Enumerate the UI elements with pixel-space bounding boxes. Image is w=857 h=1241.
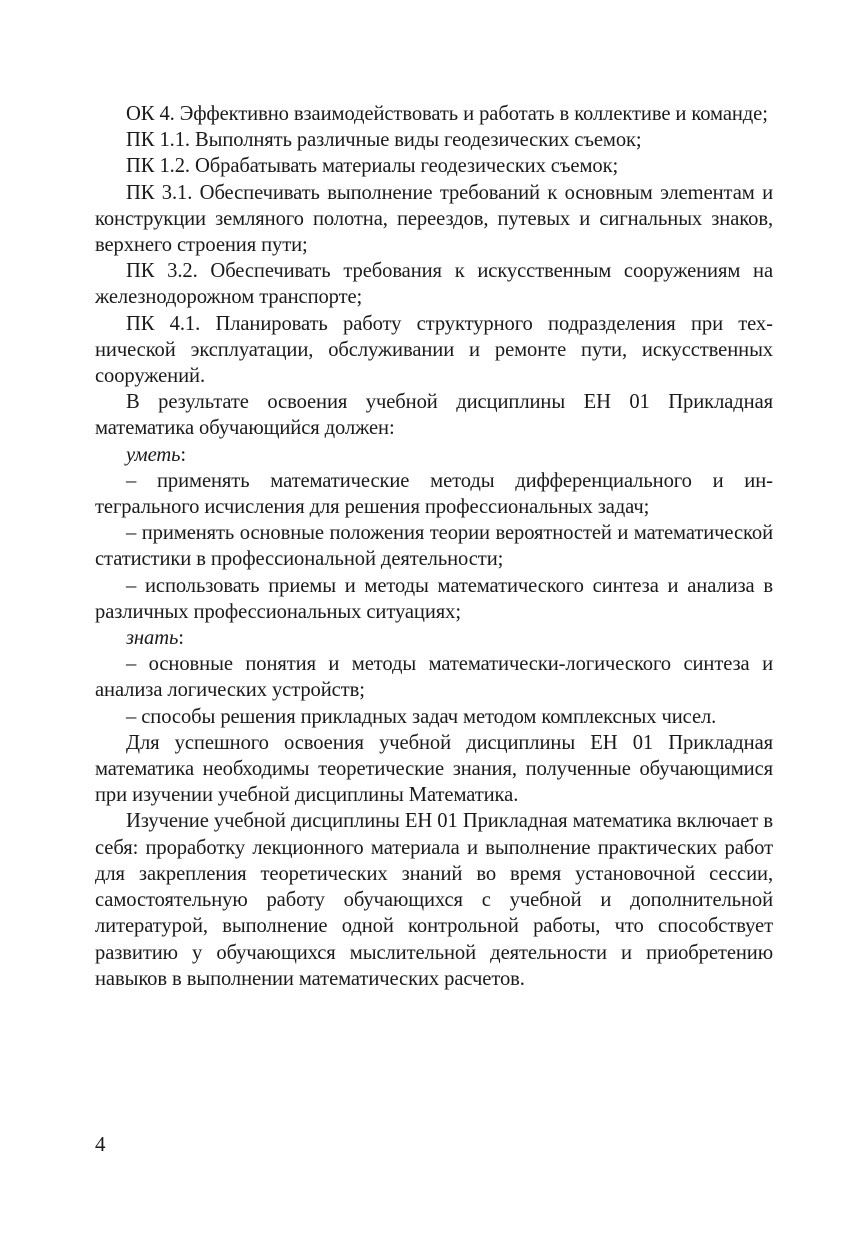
- paragraph-pk31: ПК 3.1. Обеспечивать выполнение требований к основным элеmентам и конструкции земляного полотна, переездов, путевых и сигнальных знаков, верхнего строения пути;: [95, 181, 773, 257]
- paragraph-prerequisites: Для успешного освоения учебной дисциплины ЕН 01 Прикладная математика необходимы теоретические знания, полученные обучающимися при изучении учебной дисциплины Математика.: [95, 731, 773, 807]
- paragraph-study-content: Изучение учебной дисциплины ЕН 01 Прикладная математика включает в себя: проработку лекционного материала и выполнение практических работ для закрепления теоретических знаний во время установочной сессии, самостоятельную работу обучающихся с учебной и дополнительной литературой, выполнение одной контрольной работы, что способствует развитию у обучающихся мыслительной деятельности и приобретению навыков в выполнении математических расчетов.: [95, 810, 773, 990]
- skill-item: – применять основные положения теории вероятностей и математической статистики в профессиональной деятельности;: [95, 522, 773, 571]
- knowledge-item: – способы решения прикладных задач методом комплексных чисел.: [126, 705, 717, 728]
- skills-heading-line: уметь:: [126, 443, 187, 466]
- skill-item: – использовать приемы и методы математического синтеза и анализа в различных профессиональных ситуациях;: [95, 574, 773, 623]
- knowledge-item: – основные понятия и методы математически-логического синтеза и анализа логических устройств;: [95, 653, 773, 702]
- knowledge-heading-line: знать:: [126, 627, 184, 650]
- paragraph-pk11: ПК 1.1. Выполнять различные виды геодезических съемок;: [126, 129, 642, 152]
- paragraph-pk41: ПК 4.1. Планировать работу структурного подразделения при технической эксплуатации, обслуживании и ремонте пути, искусственных сооружений.: [95, 312, 773, 388]
- paragraph-ok4: ОК 4. Эффективно взаимодействовать и работать в коллективе и команде;: [126, 103, 768, 125]
- page-number: 4: [95, 1132, 106, 1156]
- paragraph-pk12: ПК 1.2. Обрабатывать материалы геодезических съемок;: [126, 155, 619, 178]
- paragraph-pk32: ПК 3.2. Обеспечивать требования к искусственным сооружениям на железнодорожном транспорте;: [95, 260, 773, 309]
- skills-heading: уметь: [126, 443, 181, 466]
- page-body: [95, 101, 773, 992]
- paragraph-result-intro: В результате освоения учебной дисциплины ЕН 01 Прикладная математика обучающийся должен:: [95, 391, 773, 440]
- skill-item: – применять математические методы дифференциального и интегрального исчисления для решения профессиональных задач;: [95, 469, 773, 519]
- knowledge-heading: знать: [126, 627, 179, 650]
